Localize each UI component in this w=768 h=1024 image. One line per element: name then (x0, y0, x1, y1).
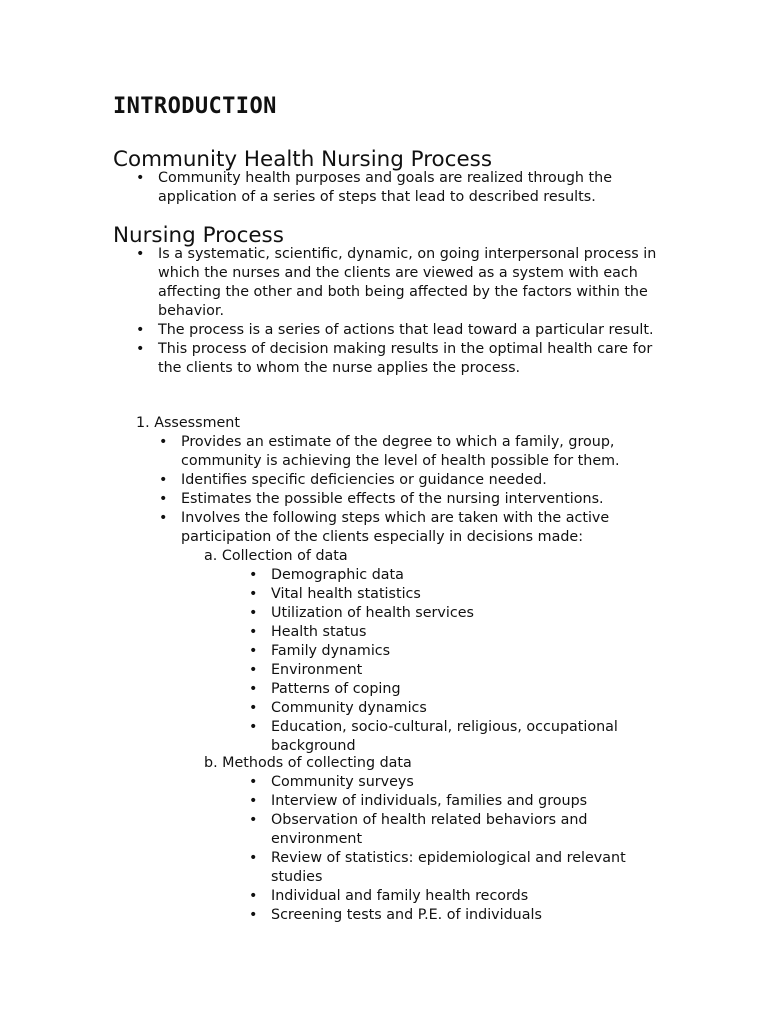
list-item: • Observation of health related behaviors and environment (271, 811, 671, 849)
methods-letter: b. (204, 755, 218, 771)
list-item: • Health status (271, 623, 671, 642)
list-item: • Utilization of health services (271, 604, 671, 623)
methods-item-list (271, 773, 671, 925)
assessment-heading (136, 414, 240, 433)
list-item: • Provides an estimate of the degree to which a family, group, community is achieving the level of health possible for them. (181, 433, 651, 471)
collection-title: Collection of data (221, 548, 348, 564)
list-item: • Interview of individuals, families and groups (271, 792, 671, 811)
list-item: • Community dynamics (271, 699, 671, 718)
list-item: • Demographic data (271, 566, 671, 585)
assessment-bullet-list (181, 433, 651, 547)
list-item: • Education, socio-cultural, religious, occupational background (271, 718, 671, 756)
list-item: • Environment (271, 661, 671, 680)
methods-heading (204, 754, 412, 773)
section-heading-chn: Community Health Nursing Process (113, 147, 492, 172)
list-item: • Individual and family health records (271, 887, 671, 906)
collection-heading (204, 547, 348, 566)
methods-title: Methods of collecting data (222, 755, 412, 771)
list-item: • Family dynamics (271, 642, 671, 661)
list-item: • Estimates the possible effects of the nursing interventions. (181, 490, 651, 509)
list-item: • The process is a series of actions that lead toward a particular result. (158, 321, 668, 340)
list-item: • Community health purposes and goals are realized through the application of a series of steps that lead to described results. (158, 169, 668, 207)
list-item: • Is a systematic, scientific, dynamic, on going interpersonal process in which the nurses and the clients are viewed as a system with each affecting the other and both being affected by the factors within the behavior. (158, 245, 668, 321)
collection-item-list (271, 566, 671, 756)
chn-bullet-list (158, 169, 668, 207)
list-item: • Screening tests and P.E. of individuals (271, 906, 671, 925)
collection-letter: a. (204, 548, 218, 564)
list-item: • Involves the following steps which are taken with the active participation of the clients especially in decisions made: (181, 509, 651, 547)
page-title: INTRODUCTION (113, 94, 277, 119)
assessment-number: 1. (136, 415, 150, 431)
list-item: • Vital health statistics (271, 585, 671, 604)
list-item: • Patterns of coping (271, 680, 671, 699)
nursing-process-bullet-list (158, 245, 668, 378)
list-item: • Community surveys (271, 773, 671, 792)
list-item: • Review of statistics: epidemiological and relevant studies (271, 849, 671, 887)
list-item: • This process of decision making results in the optimal health care for the clients to whom the nurse applies the process. (158, 340, 668, 378)
list-item: • Identifies specific deficiencies or guidance needed. (181, 471, 651, 490)
section-heading-nursing-process: Nursing Process (113, 223, 284, 248)
assessment-title: Assessment (154, 415, 240, 431)
